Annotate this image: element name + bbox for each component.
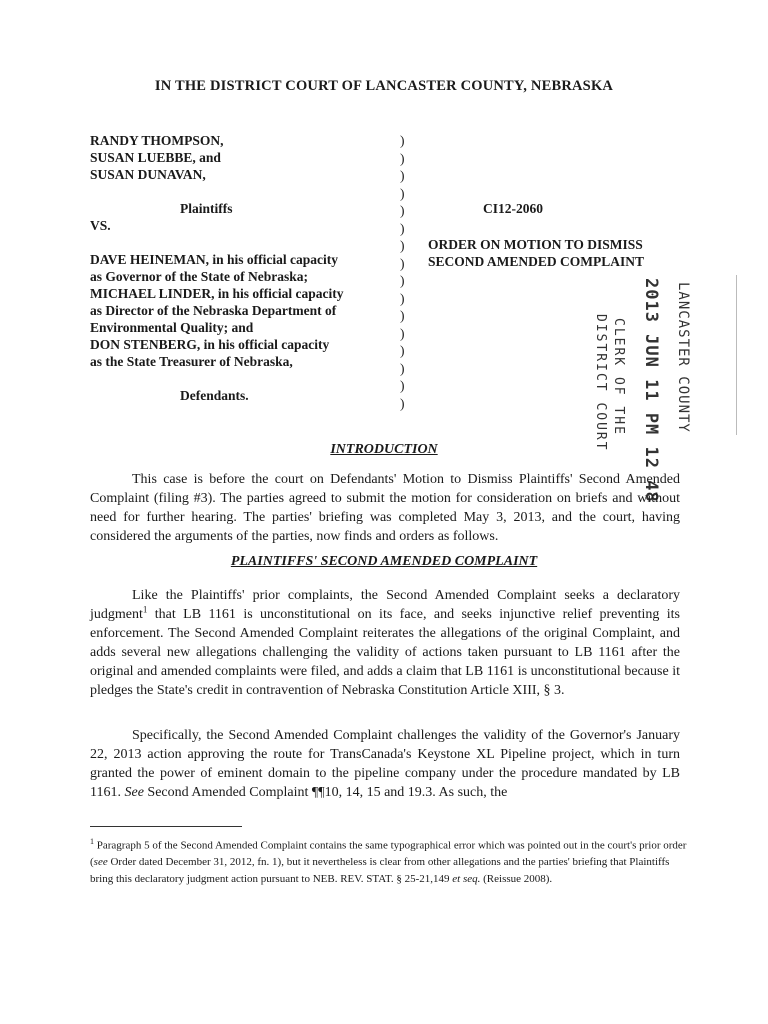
introduction-paragraph: This case is before the court on Defendants' Motion to Dismiss Plaintiffs' Second Amended Complaint (filing #3). The parties agreed to submit the motion for consideration on briefs and without need for further hearing. The parties' briefing was completed May 3, 2013, and the court, having considered the arguments of the parties, now finds and orders as follows.: [90, 472, 680, 544]
footnote-reference: 1: [142, 604, 148, 615]
defendants-label: Defendants.: [180, 388, 249, 403]
introduction-heading: INTRODUCTION: [330, 442, 438, 457]
caption-paren: ): [400, 150, 405, 166]
footnote-number: 1: [90, 837, 94, 846]
filing-stamp: [575, 278, 725, 503]
case-number: CI12-2060: [483, 201, 543, 216]
plaintiff-name: RANDY THOMPSON,: [90, 133, 224, 148]
caption-paren: ): [400, 308, 405, 323]
caption-paren: ): [400, 255, 405, 271]
defendant-line: MICHAEL LINDER, in his official capacity: [90, 286, 344, 301]
specifically-paragraph: Specifically, the Second Amended Complaint challenges the validity of the Governor's January 22, 2013 action approving the route for TransCanada's Keystone XL Pipeline project, which in turn granted the power of eminent domain to the pipeline company under the procedure mandated by LB 1161. See Second Amended Complaint ¶¶10, 14, 15 and 19.3. As such, the: [90, 728, 680, 800]
stamp-county: LANCASTER COUNTY: [675, 282, 691, 433]
stamp-court: DISTRICT COURT: [593, 314, 608, 452]
caption-parentheses: [400, 132, 412, 412]
order-title-line: ORDER ON MOTION TO DISMISS: [428, 237, 643, 252]
caption-paren: ): [400, 133, 405, 148]
caption-paren: ): [400, 238, 405, 253]
stamp-clerk: CLERK OF THE: [611, 318, 626, 436]
caption-paren: ): [400, 395, 405, 411]
caption-paren: ): [400, 360, 405, 376]
complaint-heading: PLAINTIFFS' SECOND AMENDED COMPLAINT: [230, 554, 538, 569]
caption-paren: ): [400, 185, 405, 201]
caption-paren: ): [400, 378, 405, 393]
order-title-line: SECOND AMENDED COMPLAINT: [428, 254, 645, 269]
margin-mark: [736, 275, 737, 435]
order-title: [428, 236, 644, 270]
defendant-line: as Governor of the State of Nebraska;: [90, 269, 308, 284]
caption-paren: ): [400, 325, 405, 341]
caption-paren: ): [400, 273, 405, 288]
defendant-line: Environmental Quality; and: [90, 320, 254, 335]
caption-paren: ): [400, 343, 405, 358]
stamp-date: 2013 JUN 11 PM 12 48: [641, 278, 661, 503]
defendant-line: as Director of the Nebraska Department of: [90, 303, 337, 318]
versus-label: VS.: [90, 218, 111, 233]
defendant-line: DON STENBERG, in his official capacity: [90, 337, 330, 352]
footnote-divider: [90, 826, 242, 827]
plaintiffs-label: Plaintiffs: [180, 201, 233, 216]
footnote: $^1$ Paragraph 5 of the Second Amended Complaint contains the same typographical error which was pointed out in the court's prior order (see Order dated December 31, 2012, fn. 1), but it nevertheless is clear from other allegations and the parties' briefing that Plaintiffs bring this declaratory judgment action pursuant to NEB. REV. STAT. § 25-21,149 et seq. (Reissue 2008).: [90, 837, 687, 885]
caption-paren: ): [400, 203, 405, 218]
court-title: IN THE DISTRICT COURT OF LANCASTER COUNTY, NEBRASKA: [154, 78, 614, 94]
caption-paren: ): [400, 290, 405, 306]
caption-paren: ): [400, 220, 405, 236]
defendant-line: DAVE HEINEMAN, in his official capacity: [90, 252, 339, 267]
caption-paren: ): [400, 168, 405, 183]
plaintiff-name: SUSAN DUNAVAN,: [90, 167, 206, 182]
defendant-line: as the State Treasurer of Nebraska,: [90, 354, 293, 369]
plaintiff-name: SUSAN LUEBBE, and: [90, 150, 221, 165]
complaint-paragraph: Like the Plaintiffs' prior complaints, the Second Amended Complaint seeks a declaratory judgment$^1$ that LB 1161 is unconstitutional on its face, and seeks injunctive relief preventing its enforcement. The Second Amended Complaint reiterates the allegations of the original Complaint, and adds several new allegations challenging the validity of actions taken pursuant to LB 1161 after the original and amended complaints were filed, and adds a claim that LB 1161 is unconstitutional because it pledges the State's credit in contravention of Nebraska Constitution Article XIII, § 3.: [90, 588, 680, 698]
case-caption-parties: [90, 132, 390, 404]
